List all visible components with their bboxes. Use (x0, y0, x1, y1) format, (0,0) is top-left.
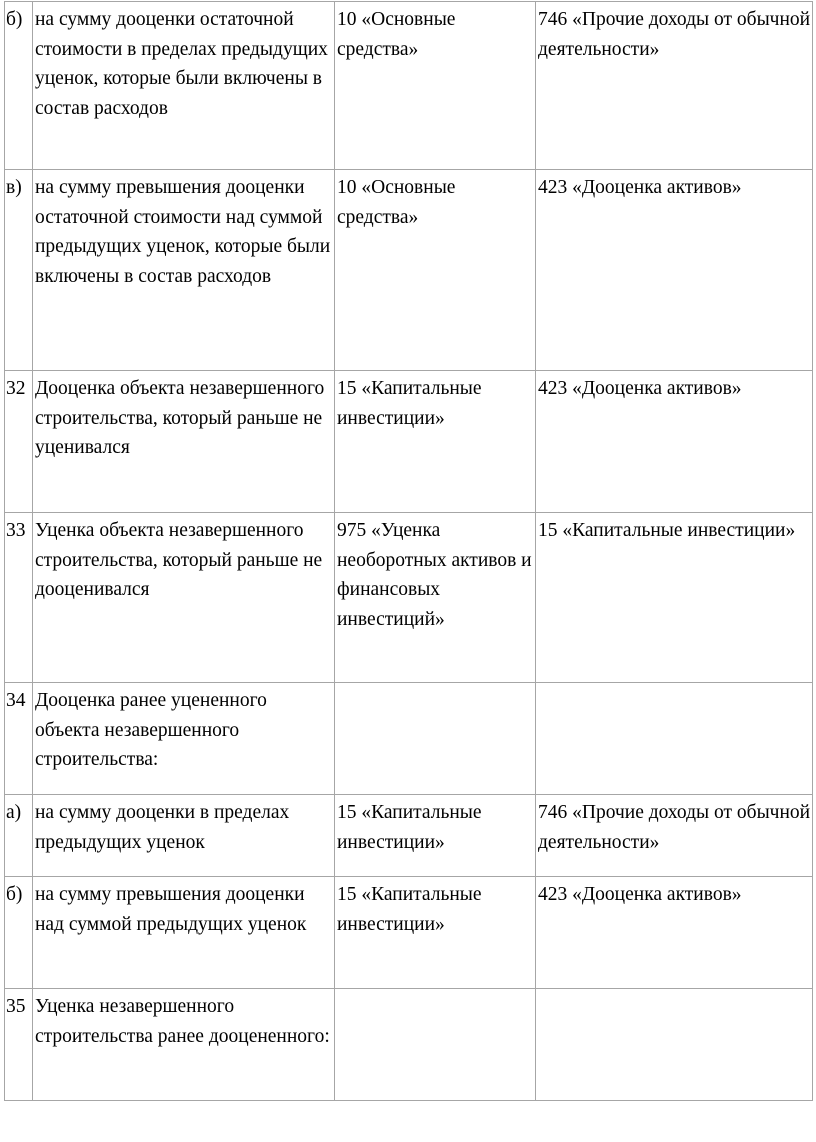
row-number: б) (5, 877, 33, 989)
debit-account (335, 989, 536, 1101)
accounting-entries-table (4, 1, 813, 1101)
credit-account: 423 «Дооценка активов» (536, 877, 813, 989)
debit-account: 15 «Капитальные инвестиции» (335, 795, 536, 877)
credit-account: 15 «Капитальные инвестиции» (536, 513, 813, 683)
operation-description: на сумму превышения дооценки остаточной стоимости над суммой предыдущих уценок, которые были включены в состав расходов (33, 170, 335, 371)
operation-description: Уценка объекта незавершенного строительства, который раньше не дооценивался (33, 513, 335, 683)
row-number: 35 (5, 989, 33, 1101)
row-number: 33 (5, 513, 33, 683)
operation-description: на сумму дооценки в пределах предыдущих уценок (33, 795, 335, 877)
operation-description: Дооценка объекта незавершенного строительства, который раньше не уценивался (33, 371, 335, 513)
row-number: 34 (5, 683, 33, 795)
debit-account: 10 «Основные средства» (335, 2, 536, 170)
table-row (5, 989, 813, 1101)
operation-description: Дооценка ранее уцененного объекта незавершенного строительства: (33, 683, 335, 795)
table-row (5, 170, 813, 371)
debit-account: 15 «Капитальные инвестиции» (335, 371, 536, 513)
debit-account: 10 «Основные средства» (335, 170, 536, 371)
row-number: 32 (5, 371, 33, 513)
credit-account: 746 «Прочие доходы от обычной деятельности» (536, 2, 813, 170)
credit-account (536, 683, 813, 795)
credit-account: 423 «Дооценка активов» (536, 371, 813, 513)
operation-description: на сумму дооценки остаточной стоимости в пределах предыдущих уценок, которые были включены в состав расходов (33, 2, 335, 170)
row-number: б) (5, 2, 33, 170)
table-row (5, 877, 813, 989)
debit-account: 15 «Капитальные инвестиции» (335, 877, 536, 989)
table-row (5, 2, 813, 170)
credit-account: 746 «Прочие доходы от обычной деятельности» (536, 795, 813, 877)
table-row (5, 795, 813, 877)
operation-description: на сумму превышения дооценки над суммой предыдущих уценок (33, 877, 335, 989)
operation-description: Уценка незавершенного строительства ранее дооцененного: (33, 989, 335, 1101)
row-number: в) (5, 170, 33, 371)
row-number: а) (5, 795, 33, 877)
debit-account (335, 683, 536, 795)
table-row (5, 371, 813, 513)
table-row (5, 683, 813, 795)
credit-account (536, 989, 813, 1101)
debit-account: 975 «Уценка необоротных активов и финансовых инвестиций» (335, 513, 536, 683)
credit-account: 423 «Дооценка активов» (536, 170, 813, 371)
table-row (5, 513, 813, 683)
